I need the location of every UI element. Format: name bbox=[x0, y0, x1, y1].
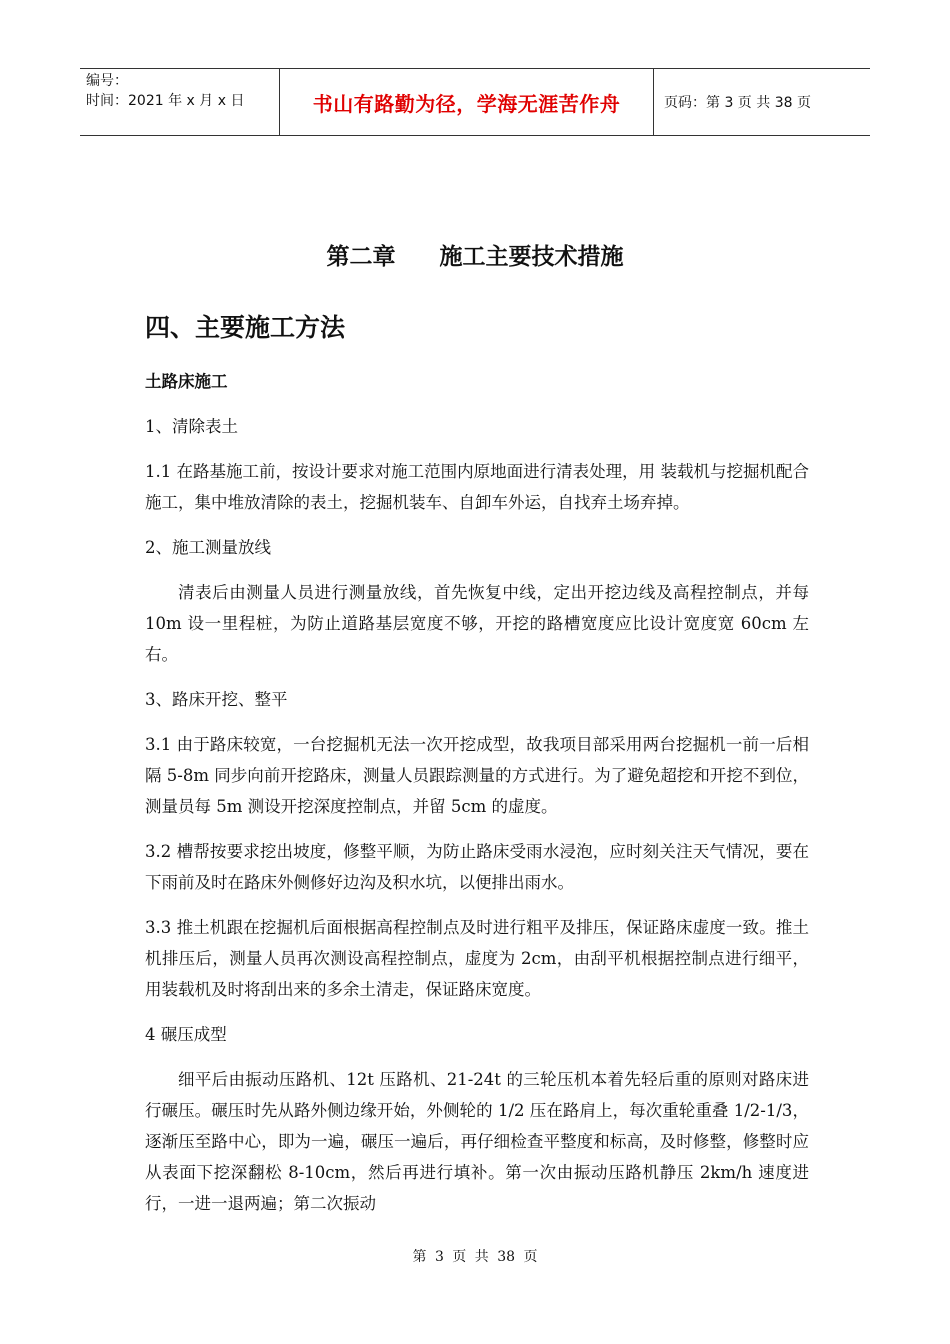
paragraph: 3.2 槽帮按要求挖出坡度，修整平顺，为防止路床受雨水浸泡，应时刻关注天气情况，要在下雨前及时在路床外侧修好边沟及积水坑，以便排出雨水。 bbox=[145, 842, 809, 892]
paragraph: 细平后由振动压路机、12t 压路机、21-24t 的三轮压机本着先轻后重的原则对路床进行碾压。碾压时先从路外侧边缘开始，外侧轮的 1/2 压在路肩上，每次重轮重叠 1/2-1/3，逐渐压至路中心，即为一遍，碾压一遍后，再仔细检查平整度和标高，及时修整，修整时应从表面下挖深翻松 8-10cm，然后再进行填补。第一次由振动压路机静压 2km/h 速度进行，一进一退两遍；第二次振动 bbox=[145, 1070, 809, 1213]
chapter-label: 第二章 bbox=[326, 244, 396, 270]
paragraph: 3.3 推土机跟在挖掘机后面根据高程控制点及时进行粗平及排压，保证路床虚度一致。推土机排压后，测量人员再次测设高程控制点，虚度为 2cm，由刮平机根据控制点进行细平，用装载机及时将刮出来的多余土清走，保证路床宽度。 bbox=[145, 918, 809, 999]
chapter-title: 施工主要技术措施 bbox=[439, 244, 624, 270]
header-meta bbox=[80, 69, 280, 135]
document-header bbox=[80, 68, 870, 136]
paragraph: 3.1 由于路床较宽，一台挖掘机无法一次开挖成型，故我项目部采用两台挖掘机一前一后相隔 5-8m 同步向前开挖路床，测量人员跟踪测量的方式进行。为了避免超挖和开挖不到位，测量员每 5m 测设开挖深度控制点，并留 5cm 的虚度。 bbox=[145, 735, 809, 816]
item-heading: 2、施工测量放线 bbox=[145, 538, 271, 557]
page-footer: 第 3 页 共 38 页 bbox=[412, 1249, 538, 1265]
paragraph: 1.1 在路基施工前，按设计要求对施工范围内原地面进行清表处理，用 装载机与挖掘机配合施工，集中堆放清除的表土，挖掘机装车、自卸车外运，自找弃土场弃掉。 bbox=[145, 462, 809, 512]
item-heading: 4 碾压成型 bbox=[145, 1025, 227, 1044]
item-heading: 3、路床开挖、整平 bbox=[145, 690, 288, 709]
header-page-info: 页码：第 3 页 共 38 页 bbox=[664, 95, 811, 111]
document-body bbox=[145, 366, 809, 1233]
item-heading: 1、清除表土 bbox=[145, 417, 238, 436]
paragraph: 清表后由测量人员进行测量放线，首先恢复中线，定出开挖边线及高程控制点，并每 10m 设一里程桩，为防止道路基层宽度不够，开挖的路槽宽度应比设计宽度宽 60cm 左右。 bbox=[145, 583, 809, 664]
section-title: 四、主要施工方法 bbox=[145, 313, 346, 342]
subheading: 土路床施工 bbox=[145, 372, 228, 391]
header-motto: 书山有路勤为径，学海无涯苦作舟 bbox=[280, 69, 654, 135]
header-number-label: 编号： bbox=[86, 73, 128, 89]
header-date: 时间：2021 年 x 月 x 日 bbox=[86, 93, 245, 109]
chapter-heading bbox=[0, 238, 950, 271]
